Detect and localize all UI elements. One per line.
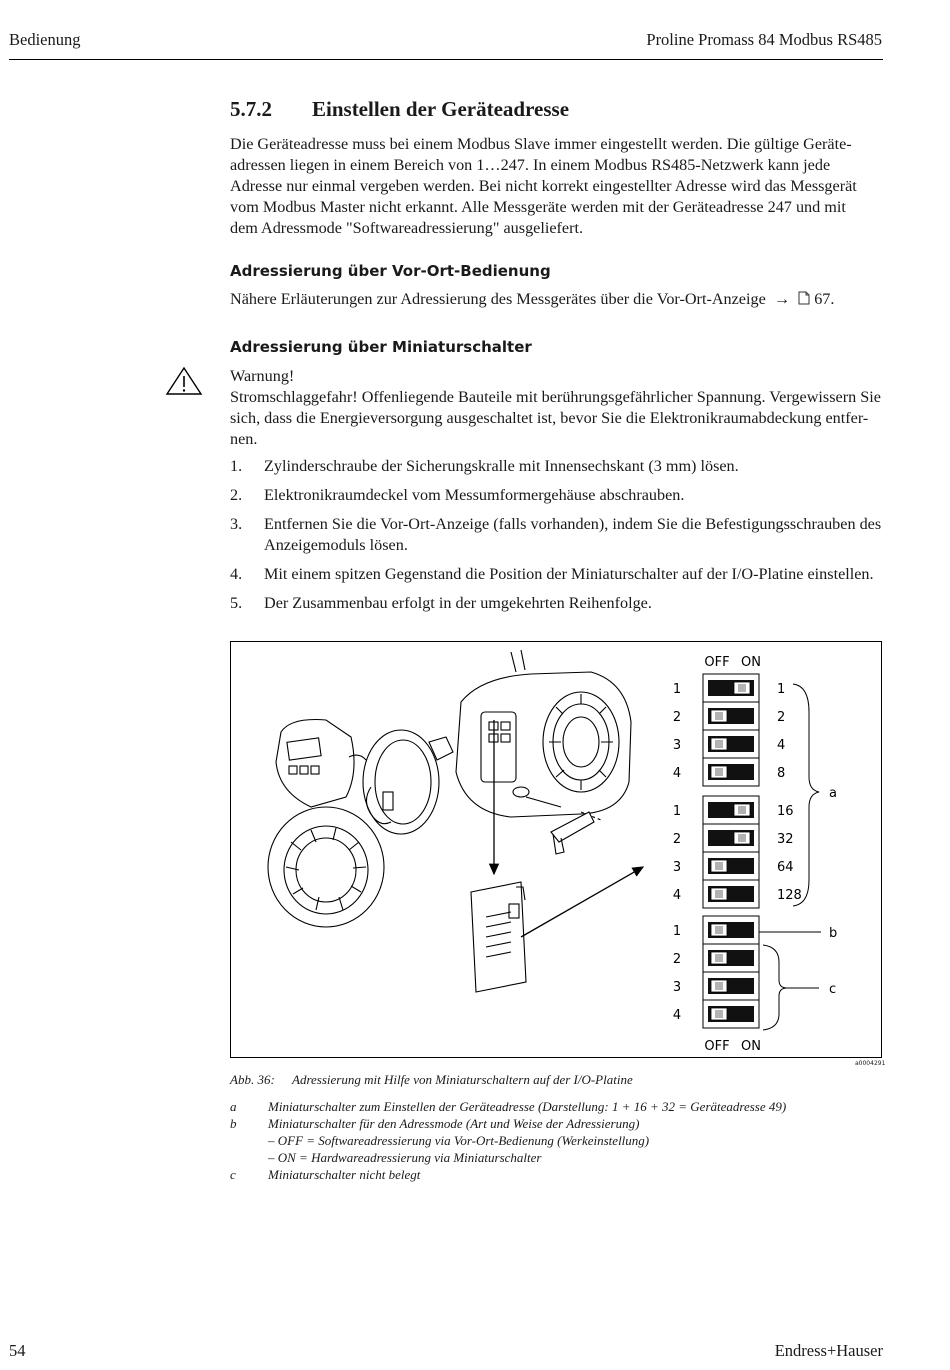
dip-switch-value: 4 (777, 738, 786, 753)
intro-line: Die Geräteadresse muss bei einem Modbus Slave immer eingestellt werden. Die gültige Geräte- (230, 135, 852, 153)
figure-code: a0004291 (855, 1060, 886, 1067)
section-heading: Einstellen der Geräteadresse (312, 97, 570, 121)
dip-switch-number: 1 (672, 804, 682, 819)
legend-key: a (230, 1099, 237, 1114)
display-module-icon (276, 720, 366, 808)
threaded-cover-icon (268, 807, 384, 927)
dip-switch-number: 3 (672, 980, 682, 995)
dip-switch-value: 16 (777, 804, 794, 819)
callout-c: c (829, 982, 837, 997)
dip-switch-number: 1 (672, 682, 682, 697)
legend-key: b (230, 1116, 237, 1131)
dip-switch-number: 4 (672, 888, 682, 903)
legend-text: – OFF = Softwareadressierung via Vor-Ort-Bedienung (Werkeinstellung) (268, 1133, 650, 1148)
step-item (230, 514, 890, 556)
dip-switch-number: 4 (672, 1008, 682, 1023)
dip-switch-bank (673, 674, 802, 1028)
dip-switch-value: 8 (777, 766, 786, 781)
figure-caption (230, 1072, 633, 1088)
legend-row (230, 1149, 786, 1166)
dip-switch-value: 2 (777, 710, 786, 725)
step-number: 2. (230, 486, 243, 504)
procedure-steps (230, 456, 890, 622)
on-label-bottom: ON (741, 1039, 761, 1054)
legend-row (230, 1098, 786, 1115)
legend-row (230, 1166, 786, 1183)
io-board-icon (471, 882, 526, 992)
dip-switch-number: 4 (672, 766, 682, 781)
page-number: 54 (9, 1341, 26, 1360)
housing-icon (456, 650, 631, 817)
transmitter-drawing (268, 650, 631, 992)
dip-switch-number: 2 (672, 832, 682, 847)
caption-text: Adressierung mit Hilfe von Miniaturschaltern auf der I/O-Platine (292, 1072, 633, 1087)
footer-brand: Endress+Hauser (774, 1341, 883, 1360)
dip-switch-number: 1 (672, 924, 682, 939)
bracket-c (763, 945, 819, 1030)
dip-switch-lever (711, 860, 727, 872)
local-operation-text: Nähere Erläuterungen zur Adressierung des Messgerätes über die Vor-Ort-Anzeige (230, 290, 766, 308)
warning-line: Stromschlaggefahr! Offenliegende Bauteile mit berührungsgefährlicher Spannung. Vergewissern Sie (230, 388, 881, 406)
off-label-top: OFF (704, 655, 730, 670)
dip-switch-lever (734, 804, 750, 816)
dip-switch-lever (734, 832, 750, 844)
step-text: Elektronikraumdeckel vom Messumformergehäuse abschrauben. (264, 486, 685, 504)
legend-text: Miniaturschalter zum Einstellen der Geräteadresse (Darstellung: 1 + 16 + 32 = Geräteadresse 49) (268, 1099, 787, 1114)
dip-switch-lever (711, 1008, 727, 1020)
dip-switch-lever (711, 924, 727, 936)
intro-line: dem Adressmode "Softwareadressierung" ausgeliefert. (230, 219, 584, 237)
legend-key: c (230, 1167, 236, 1182)
section-title (230, 97, 569, 122)
step-number: 1. (230, 457, 243, 475)
intro-line: adressen liegen in einem Bereich von 1…247. In einem Modbus RS485-Netzwerk kann jede (230, 156, 831, 174)
dip-switch-value: 128 (777, 888, 802, 903)
step-item (230, 485, 890, 506)
warning-line: nen. (230, 430, 258, 448)
caption-label: Abb. 36: (230, 1072, 275, 1087)
dip-switch-lever (711, 766, 727, 778)
step-text: Mit einem spitzen Gegenstand die Position der Miniaturschalter auf der I/O-Platine einstellen. (264, 565, 874, 583)
figure-frame (230, 641, 882, 1058)
running-header-section: Bedienung (9, 30, 81, 49)
dip-switch-number: 2 (672, 710, 682, 725)
local-operation-paragraph (230, 289, 885, 310)
dip-switch-number: 2 (672, 952, 682, 967)
header-rule (9, 59, 883, 60)
step-number: 3. (230, 515, 243, 533)
off-label-bottom: OFF (704, 1039, 730, 1054)
dip-switch-lever (711, 710, 727, 722)
dip-switch-lever (711, 738, 727, 750)
step-number: 5. (230, 594, 243, 612)
legend-text: – ON = Hardwareadressierung via Miniaturschalter (268, 1150, 542, 1165)
callout-b: b (829, 926, 838, 941)
dip-switch-lever (711, 980, 727, 992)
dip-switch-number: 3 (672, 738, 682, 753)
figure-illustration (231, 642, 881, 1057)
on-label-top: ON (741, 655, 761, 670)
intro-paragraph (230, 134, 885, 239)
step-number: 4. (230, 565, 243, 583)
step-item (230, 593, 890, 614)
step-item (230, 456, 890, 477)
running-header-product: Proline Promass 84 Modbus RS485 (646, 30, 882, 49)
dip-switch-lever (711, 888, 727, 900)
dip-switch-value: 1 (777, 682, 786, 697)
subheading-dip-switches: Adressierung über Miniaturschalter (230, 338, 532, 356)
step-text: Zylinderschraube der Sicherungskralle mit Innensechskant (3 mm) lösen. (264, 457, 739, 475)
intro-line: Adresse nur einmal vergeben werden. Bei nicht korrekt eingestellter Adresse wird das Messgerät (230, 177, 857, 195)
step-text: Entfernen Sie die Vor-Ort-Anzeige (falls vorhanden), indem Sie die Befestigungsschrauben des (264, 515, 882, 533)
dip-switch-value: 32 (777, 832, 794, 847)
warning-triangle-icon (165, 366, 203, 396)
dip-switch-value: 64 (777, 860, 794, 875)
page-reference[interactable]: 67. (814, 290, 835, 308)
dip-switch-number: 3 (672, 860, 682, 875)
step-text: Der Zusammenbau erfolgt in der umgekehrten Reihenfolge. (264, 594, 652, 612)
section-number: 5.7.2 (230, 97, 272, 121)
legend-row (230, 1132, 786, 1149)
warning-line: sich, dass die Energieversorgung ausgeschaltet ist, bevor Sie die Elektronikraumabdeckung entfer- (230, 409, 869, 427)
pointer-arrow-to-switches (521, 867, 643, 937)
subheading-local-operation: Adressierung über Vor-Ort-Bedienung (230, 262, 551, 280)
warning-block (230, 366, 885, 450)
figure-legend (230, 1098, 786, 1183)
bracket-a (793, 684, 819, 906)
step-item (230, 564, 890, 585)
legend-row (230, 1115, 786, 1132)
arrow-right-icon: → (769, 290, 795, 308)
dip-switch-lever (734, 682, 750, 694)
step-text: Anzeigemoduls lösen. (264, 536, 408, 554)
callout-a: a (829, 786, 837, 801)
intro-line: vom Modbus Master nicht erkannt. Alle Messgeräte werden mit der Geräteadresse 247 und mit (230, 198, 846, 216)
legend-text: Miniaturschalter für den Adressmode (Art und Weise der Adressierung) (268, 1116, 640, 1131)
warning-label: Warnung! (230, 367, 295, 385)
legend-text: Miniaturschalter nicht belegt (268, 1167, 421, 1182)
dip-switch-lever (711, 952, 727, 964)
hex-key-icon (551, 812, 601, 854)
page-reference-icon (798, 291, 810, 305)
electronics-insert-icon (363, 730, 453, 834)
